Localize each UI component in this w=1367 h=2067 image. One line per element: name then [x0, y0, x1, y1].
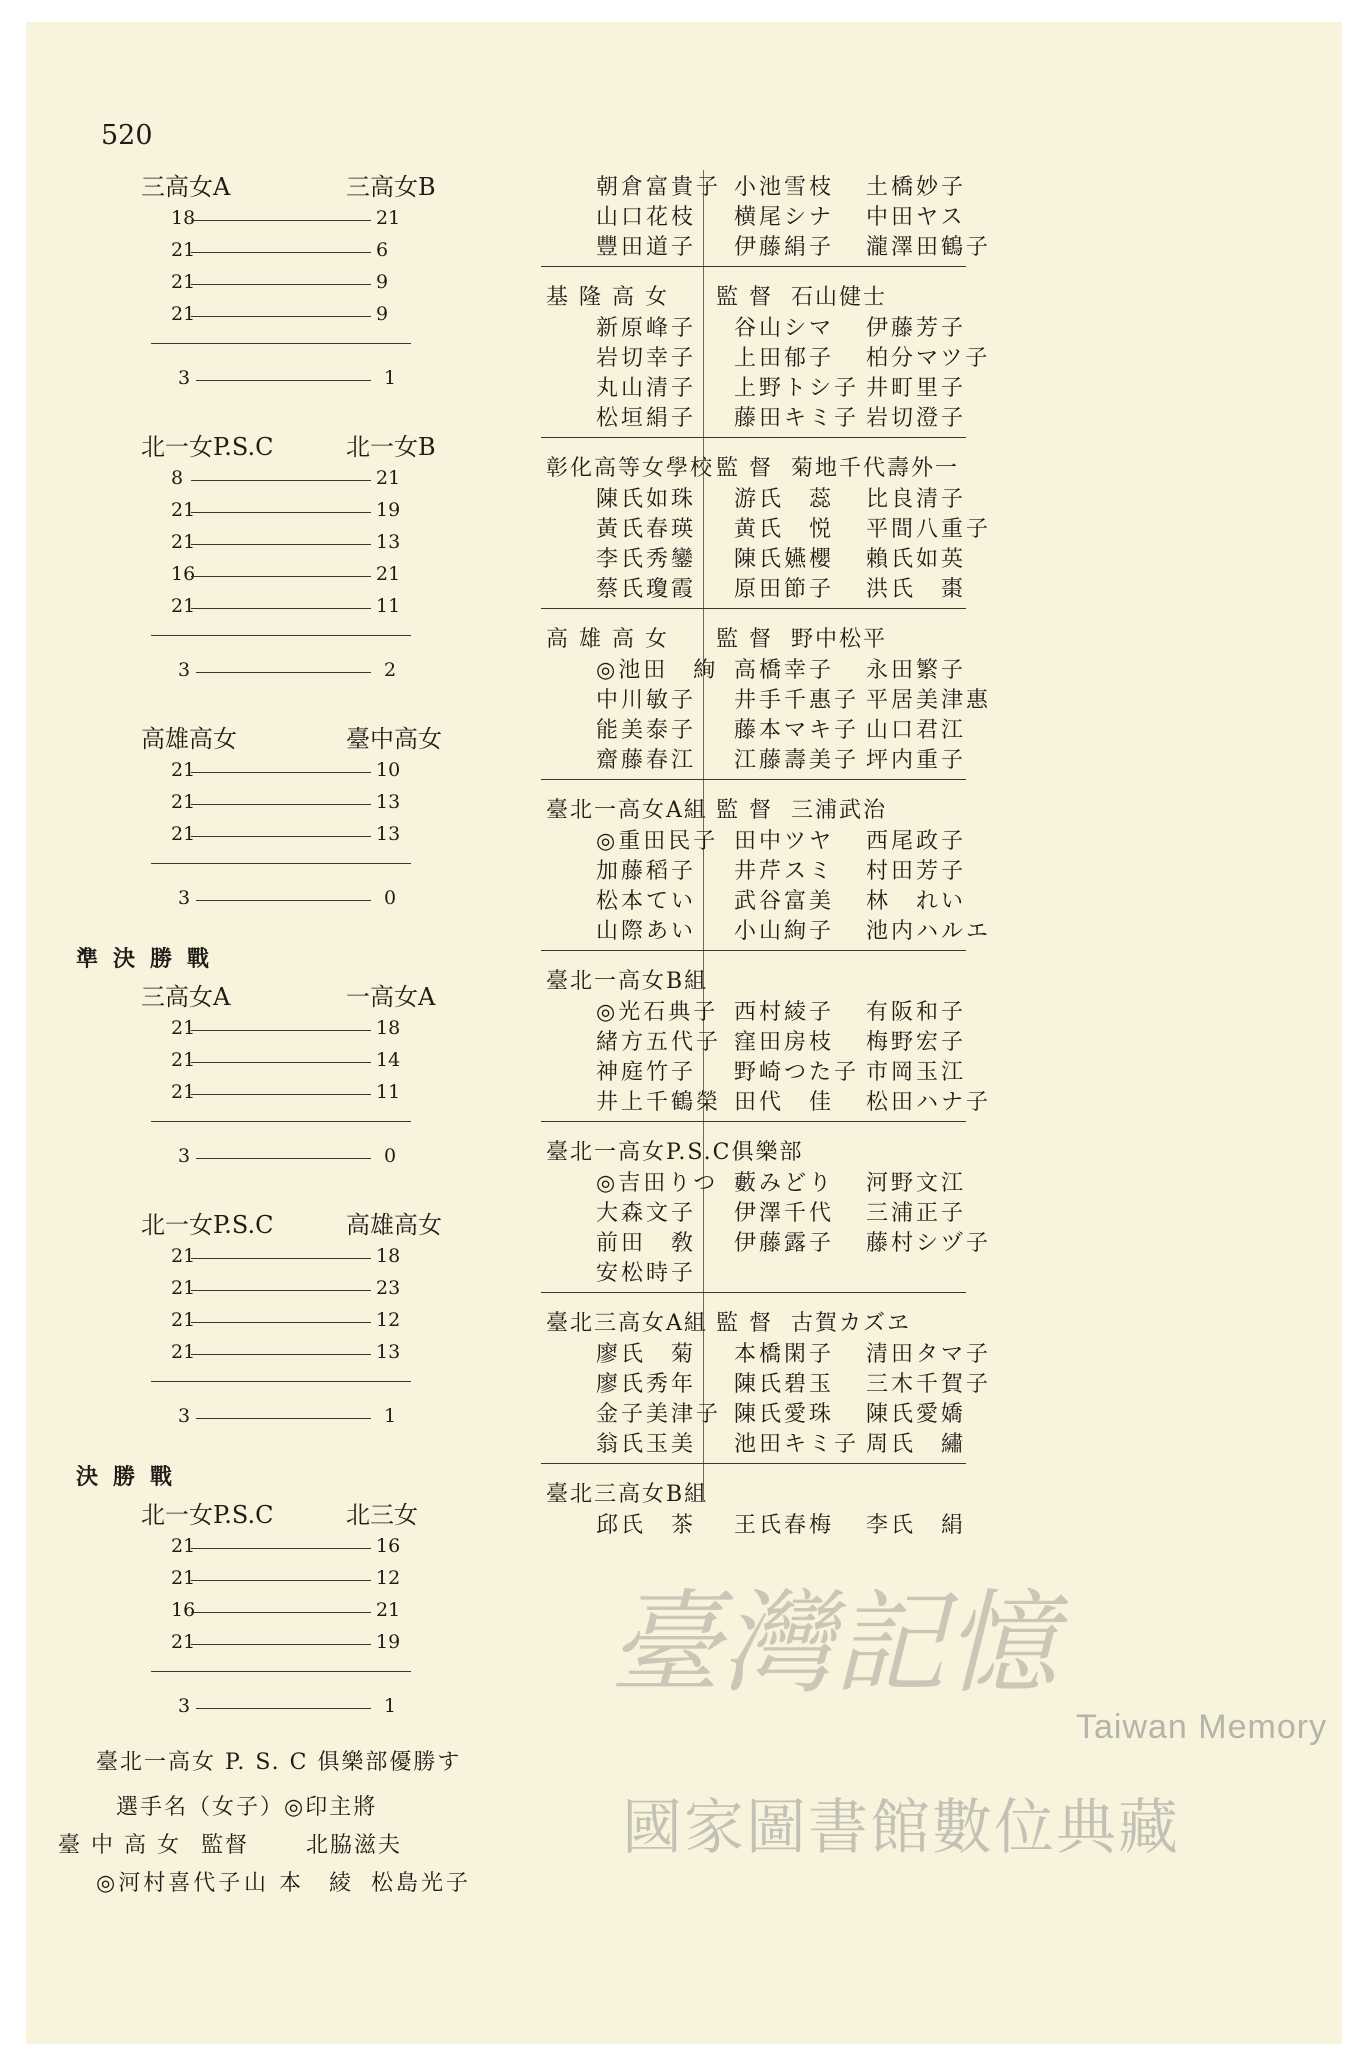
set-score-a: 21 — [171, 1245, 196, 1267]
player-name: 朝倉富貴子 — [596, 175, 722, 200]
player-name: 翁氏玉美 — [596, 1432, 697, 1457]
school-name: 臺北三高女B組 — [546, 1482, 709, 1507]
school-name: 彰化高等女學校 — [546, 456, 715, 481]
player-name: 賴氏如英 — [866, 547, 967, 572]
player-name: 中川敏子 — [596, 688, 697, 713]
result-line — [196, 380, 371, 381]
school-name: 臺北一高女P.S.C俱樂部 — [546, 1140, 804, 1165]
match-total-rule — [151, 863, 411, 864]
set-score-a: 21 — [171, 1535, 196, 1557]
player-name: 清田タマ子 — [866, 1342, 992, 1367]
player-name: 有阪和子 — [866, 1000, 967, 1025]
player-name: 李氏 絹 — [866, 1513, 967, 1538]
result-a: 3 — [178, 1695, 191, 1717]
set-score-b: 23 — [376, 1277, 401, 1299]
player-name: 安松時子 — [596, 1261, 697, 1286]
match-total-rule — [151, 1121, 411, 1122]
player-name: 丸山清子 — [596, 376, 697, 401]
set-line — [191, 316, 371, 317]
section-divider — [541, 266, 966, 267]
coach-label: 監督 — [201, 1833, 250, 1858]
watermark-english: Taiwan Memory — [1076, 1708, 1328, 1746]
player-name: 西尾政子 — [866, 829, 967, 854]
player-name: 高橋幸子 — [734, 658, 835, 683]
school-name: 臺北一高女A組 — [546, 798, 708, 823]
school-name: 臺北一高女B組 — [546, 969, 709, 994]
player-name: 山際あい — [596, 919, 697, 944]
result-b: 1 — [384, 1695, 397, 1717]
match-total-rule — [151, 343, 411, 344]
player-name: 比良清子 — [866, 487, 967, 512]
player-name: 松田ハナ子 — [866, 1090, 992, 1115]
player-name: ◎重田民子 — [596, 829, 719, 854]
player-name: 松島光子 — [371, 1871, 472, 1896]
player-name: 井手千惠子 — [734, 688, 860, 713]
player-name: 神庭竹子 — [596, 1060, 697, 1085]
team-b: 三高女B — [346, 173, 436, 201]
player-name: 永田繁子 — [866, 658, 967, 683]
result-b: 0 — [384, 1145, 397, 1167]
set-score-b: 19 — [376, 499, 401, 521]
coach-label: 監 督 — [716, 285, 773, 310]
player-name: 游氏 蕊 — [734, 487, 835, 512]
player-name: 平間八重子 — [866, 517, 992, 542]
player-name: 小山絢子 — [734, 919, 835, 944]
page-sheet — [26, 22, 1342, 2044]
set-line — [191, 804, 371, 805]
player-name: 加藤稻子 — [596, 859, 697, 884]
player-name: 松本てい — [596, 889, 697, 914]
player-name: 小池雪枝 — [734, 175, 835, 200]
set-line — [191, 836, 371, 837]
player-name: 王氏春梅 — [734, 1513, 835, 1538]
player-name: 周氏 繡 — [866, 1432, 967, 1457]
player-name: 河野文江 — [866, 1171, 967, 1196]
player-name: 伊藤露子 — [734, 1231, 835, 1256]
player-name: 武谷富美 — [734, 889, 835, 914]
set-score-b: 13 — [376, 531, 401, 553]
player-name: 藤村シヅ子 — [866, 1231, 992, 1256]
set-score-b: 14 — [376, 1049, 401, 1071]
result-line — [196, 1708, 371, 1709]
player-name: 新原峰子 — [596, 316, 697, 341]
set-score-a: 21 — [171, 239, 196, 261]
player-name: 伊澤千代 — [734, 1201, 835, 1226]
set-score-a: 21 — [171, 1567, 196, 1589]
set-score-a: 21 — [171, 271, 196, 293]
player-name: 土橋妙子 — [866, 175, 967, 200]
player-name: 岩切幸子 — [596, 346, 697, 371]
result-b: 2 — [384, 659, 397, 681]
player-name: 廖氏 菊 — [596, 1342, 697, 1367]
coach-name: 野中松平 — [791, 627, 888, 652]
player-name: 松垣絹子 — [596, 406, 697, 431]
set-score-b: 11 — [376, 1081, 401, 1103]
set-line — [191, 772, 371, 773]
set-score-a: 21 — [171, 1277, 196, 1299]
player-name: 豐田道子 — [596, 235, 697, 260]
result-a: 3 — [178, 1145, 191, 1167]
player-name: 本橋閑子 — [734, 1342, 835, 1367]
coach-name: 三浦武治 — [791, 798, 888, 823]
player-name: 田代 佳 — [734, 1090, 835, 1115]
set-score-a: 21 — [171, 1309, 196, 1331]
team-a: 三高女A — [141, 983, 231, 1011]
set-line — [191, 1644, 371, 1645]
set-score-a: 21 — [171, 1631, 196, 1653]
team-a: 高雄高女 — [141, 725, 237, 753]
set-line — [191, 1290, 371, 1291]
player-name: 西村綾子 — [734, 1000, 835, 1025]
player-name: 廖氏秀年 — [596, 1372, 697, 1397]
player-name: ◎池田 絢 — [596, 658, 719, 683]
set-score-b: 21 — [376, 563, 401, 585]
set-score-a: 21 — [171, 595, 196, 617]
set-line — [191, 284, 371, 285]
coach-label: 監 督 — [716, 1311, 773, 1336]
set-line — [191, 1580, 371, 1581]
match-total-rule — [151, 635, 411, 636]
set-score-a: 21 — [171, 791, 196, 813]
school-name: 高 雄 高 女 — [546, 627, 669, 652]
player-name: 大森文子 — [596, 1201, 697, 1226]
player-name: 洪氏 棗 — [866, 577, 967, 602]
set-score-a: 21 — [171, 823, 196, 845]
school-name: 基 隆 高 女 — [546, 285, 669, 310]
player-name: 金子美津子 — [596, 1402, 722, 1427]
player-name: 陳氏嬿櫻 — [734, 547, 835, 572]
team-b: 一高女A — [346, 983, 436, 1011]
school-name: 臺 中 高 女 — [58, 1833, 181, 1858]
player-name: 三浦正子 — [866, 1201, 967, 1226]
player-name: 上田郁子 — [734, 346, 835, 371]
player-name: 黃氏春瑛 — [596, 517, 697, 542]
player-name: 平居美津惠 — [866, 688, 992, 713]
result-b: 1 — [384, 367, 397, 389]
player-name: ◎河村喜代子 — [96, 1871, 244, 1896]
coach-label: 監 督 — [716, 627, 773, 652]
set-score-a: 21 — [171, 759, 196, 781]
set-line — [191, 252, 371, 253]
section-divider — [541, 950, 966, 951]
player-name: 柏分マツ子 — [866, 346, 991, 371]
set-score-b: 19 — [376, 1631, 401, 1653]
set-score-a: 21 — [171, 1081, 196, 1103]
coach-label: 監 督 — [716, 456, 773, 481]
set-score-b: 9 — [376, 271, 389, 293]
player-name: 瀧澤田鶴子 — [866, 235, 992, 260]
set-line — [191, 544, 371, 545]
player-name: 邱氏 茶 — [596, 1513, 697, 1538]
section-divider — [541, 1292, 966, 1293]
match-total-rule — [151, 1671, 411, 1672]
player-name: 中田ヤス — [866, 205, 966, 230]
player-name: 能美泰子 — [596, 718, 697, 743]
team-b: 高雄高女 — [346, 1211, 442, 1239]
set-score-b: 13 — [376, 823, 401, 845]
set-score-b: 18 — [376, 1245, 401, 1267]
player-name: 山 本 綾 — [244, 1871, 354, 1896]
set-line — [191, 1030, 371, 1031]
set-line — [191, 576, 371, 577]
set-score-b: 10 — [376, 759, 401, 781]
set-score-a: 16 — [171, 1599, 196, 1621]
set-line — [191, 512, 371, 513]
player-name: 市岡玉江 — [866, 1060, 967, 1085]
player-name: 緒方五代子 — [596, 1030, 722, 1055]
team-a: 北一女P.S.C — [141, 1211, 274, 1239]
player-name: 横尾シナ — [734, 205, 835, 230]
set-line — [191, 1258, 371, 1259]
set-line — [191, 1354, 371, 1355]
player-name: 前田 敎 — [596, 1231, 697, 1256]
set-score-b: 11 — [376, 595, 401, 617]
set-score-b: 9 — [376, 303, 389, 325]
players-heading: 選手名（女子）◎印主將 — [116, 1795, 378, 1820]
player-name: 山口君江 — [866, 718, 967, 743]
page-number: 520 — [101, 120, 153, 151]
taiwan-memory-logo-watermark — [609, 1582, 1324, 1702]
result-line — [196, 1418, 371, 1419]
set-score-b: 18 — [376, 1017, 401, 1039]
result-a: 3 — [178, 1405, 191, 1427]
school-name: 臺北三高女A組 — [546, 1311, 708, 1336]
final-heading: 決勝戰 — [76, 1464, 188, 1490]
player-name: 蔡氏瓊霞 — [596, 577, 697, 602]
result-b: 0 — [384, 887, 397, 909]
player-name: 伊藤芳子 — [866, 316, 967, 341]
set-line — [191, 1548, 371, 1549]
result-a: 3 — [178, 887, 191, 909]
section-divider — [541, 779, 966, 780]
set-score-b: 21 — [376, 1599, 401, 1621]
set-line — [191, 608, 371, 609]
section-divider — [541, 1463, 966, 1464]
team-b: 北三女 — [346, 1501, 418, 1529]
set-score-b: 12 — [376, 1309, 401, 1331]
player-name: ◎光石典子 — [596, 1000, 719, 1025]
set-score-b: 21 — [376, 207, 401, 229]
player-name: 齋藤春江 — [596, 748, 697, 773]
set-score-a: 21 — [171, 531, 196, 553]
player-name: 田中ツヤ — [734, 829, 835, 854]
player-name: 林 れい — [866, 889, 967, 914]
coach-name: 北脇滋夫 — [306, 1833, 403, 1858]
set-score-a: 21 — [171, 303, 196, 325]
player-name: 上野トシ子 — [734, 376, 860, 401]
player-name: 陳氏愛珠 — [734, 1402, 835, 1427]
svg-text:臺灣記憶: 臺灣記憶 — [609, 1582, 1057, 1702]
player-name: 窪田房枝 — [734, 1030, 835, 1055]
set-line — [191, 220, 371, 221]
team-a: 北一女P.S.C — [141, 1501, 274, 1529]
set-score-a: 21 — [171, 1017, 196, 1039]
player-name: 野崎つた子 — [734, 1060, 860, 1085]
set-score-a: 18 — [171, 207, 196, 229]
set-line — [191, 1612, 371, 1613]
set-score-a: 16 — [171, 563, 196, 585]
player-name: 坪内重子 — [866, 748, 967, 773]
player-name: 岩切澄子 — [866, 406, 967, 431]
player-name: 黄氏 悦 — [734, 517, 835, 542]
result-a: 3 — [178, 367, 191, 389]
player-name: 藤田キミ子 — [734, 406, 860, 431]
player-name: 井上千鶴榮 — [596, 1090, 722, 1115]
player-name: 陳氏愛嬌 — [866, 1402, 967, 1427]
section-divider — [541, 437, 966, 438]
set-score-b: 16 — [376, 1535, 401, 1557]
player-name: 池田キミ子 — [734, 1432, 860, 1457]
set-score-a: 21 — [171, 499, 196, 521]
player-name: 陳氏如珠 — [596, 487, 697, 512]
player-name: 井町里子 — [866, 376, 967, 401]
team-a: 三高女A — [141, 173, 231, 201]
player-name: 谷山シマ — [734, 316, 835, 341]
player-name: 藪みどり — [734, 1171, 835, 1196]
set-score-b: 12 — [376, 1567, 401, 1589]
set-line — [191, 1062, 371, 1063]
winner-statement: 臺北一高女 P. S. C 俱樂部優勝す — [96, 1750, 462, 1775]
set-score-b: 13 — [376, 1341, 401, 1363]
match-total-rule — [151, 1381, 411, 1382]
semifinal-heading: 準決勝戰 — [76, 946, 225, 972]
set-score-b: 13 — [376, 791, 401, 813]
coach-name: 菊地千代壽外一 — [791, 456, 960, 481]
team-b: 臺中高女 — [346, 725, 442, 753]
coach-name: 古賀カズヱ — [791, 1311, 912, 1336]
set-line — [191, 480, 371, 481]
set-score-b: 21 — [376, 467, 401, 489]
player-name: 陳氏碧玉 — [734, 1372, 835, 1397]
team-a: 北一女P.S.C — [141, 433, 274, 461]
player-name: 梅野宏子 — [866, 1030, 967, 1055]
set-score-a: 8 — [171, 467, 184, 489]
section-divider — [541, 608, 966, 609]
player-name: 藤本マキ子 — [734, 718, 860, 743]
result-b: 1 — [384, 1405, 397, 1427]
team-b: 北一女B — [346, 433, 436, 461]
coach-label: 監 督 — [716, 798, 773, 823]
set-line — [191, 1094, 371, 1095]
set-score-a: 21 — [171, 1341, 196, 1363]
set-line — [191, 1322, 371, 1323]
watermark-chinese: 國家圖書館數位典藏 — [622, 1793, 1180, 1863]
player-name: 原田節子 — [734, 577, 835, 602]
result-line — [196, 1158, 371, 1159]
player-name: 池内ハルエ — [866, 919, 992, 944]
player-name: 李氏秀鑾 — [596, 547, 697, 572]
set-score-b: 6 — [376, 239, 389, 261]
result-a: 3 — [178, 659, 191, 681]
result-line — [196, 672, 371, 673]
player-name: 井芹スミ — [734, 859, 835, 884]
set-score-a: 21 — [171, 1049, 196, 1071]
result-line — [196, 900, 371, 901]
player-name: ◎吉田りつ — [596, 1171, 719, 1196]
player-name: 村田芳子 — [866, 859, 967, 884]
section-divider — [541, 1121, 966, 1122]
player-name: 山口花枝 — [596, 205, 697, 230]
player-name: 伊藤絹子 — [734, 235, 835, 260]
player-name: 江藤壽美子 — [734, 748, 860, 773]
player-name: 三木千賀子 — [866, 1372, 992, 1397]
coach-name: 石山健士 — [791, 285, 888, 310]
